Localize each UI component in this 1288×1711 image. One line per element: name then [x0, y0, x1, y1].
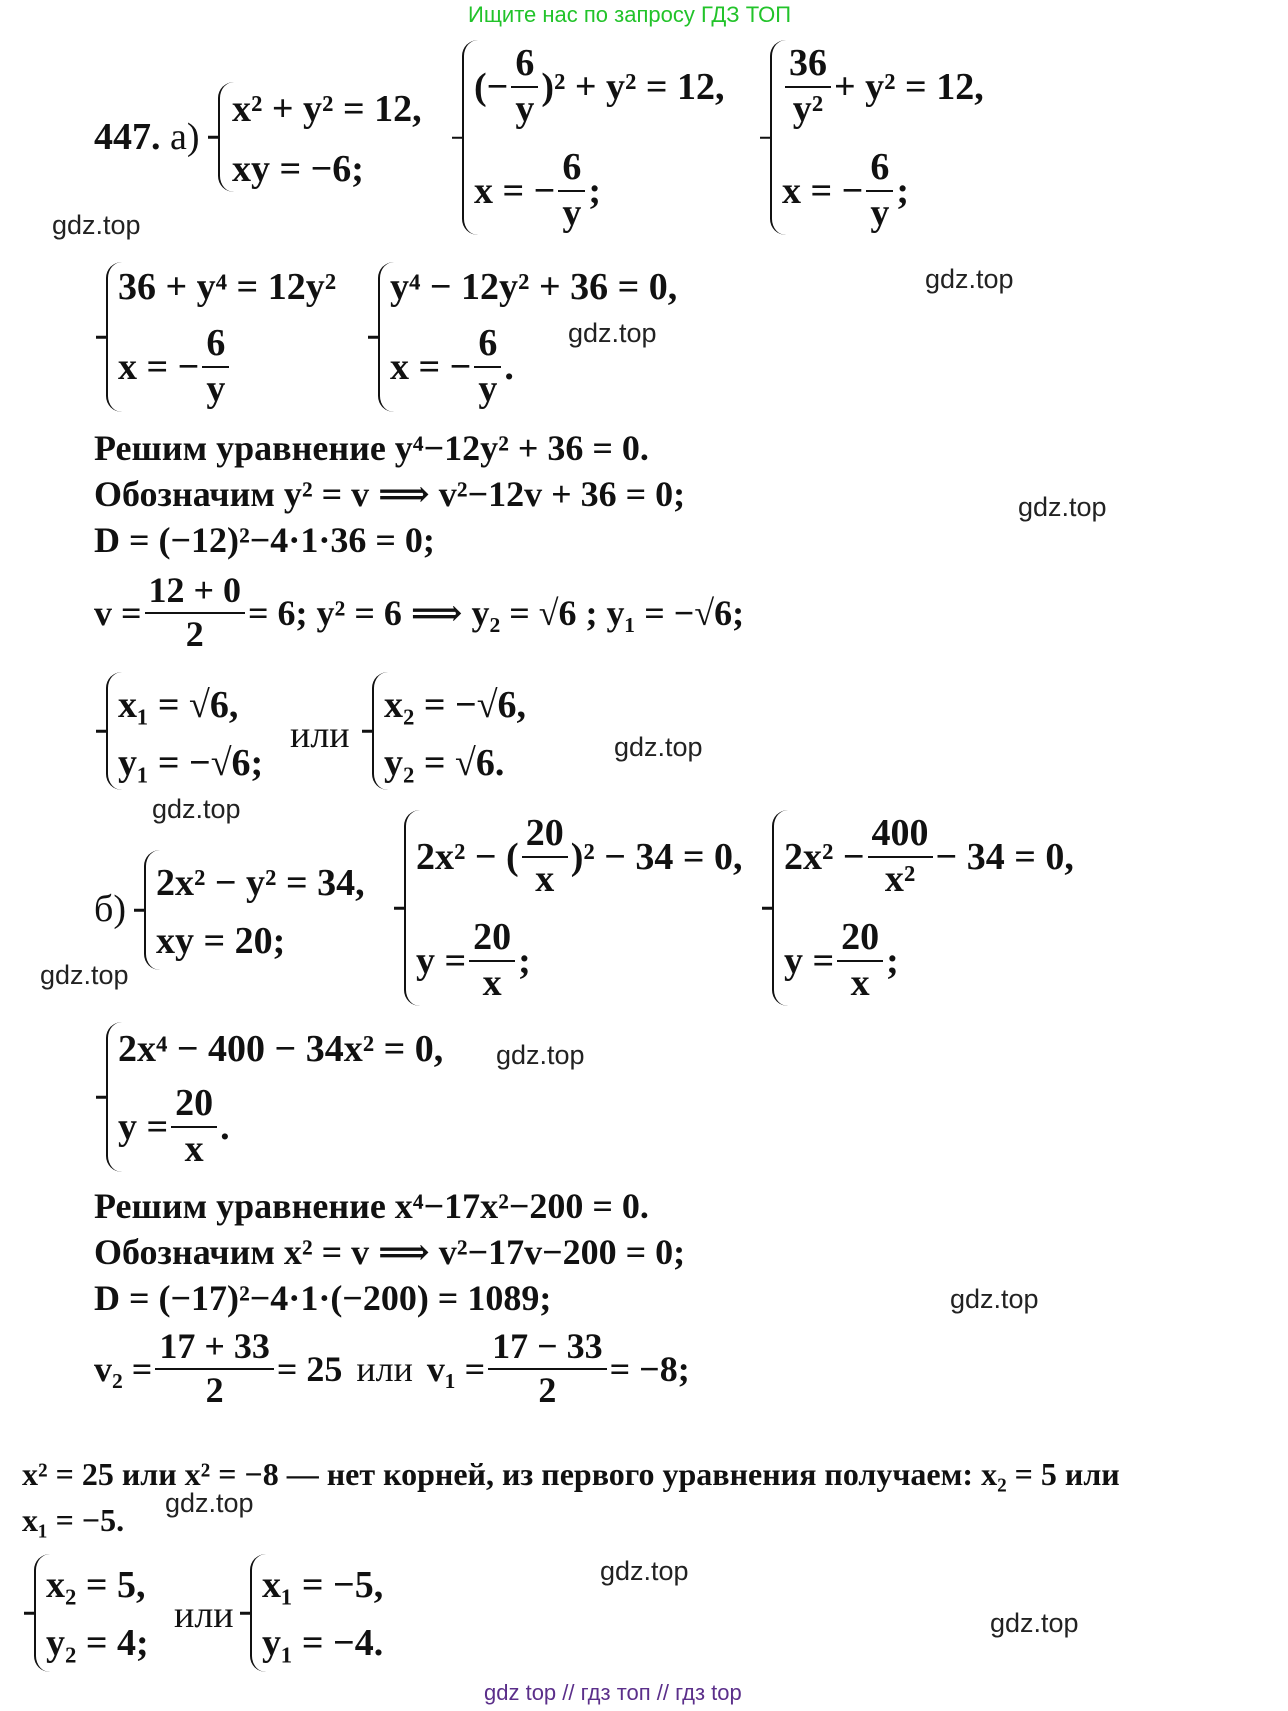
answer-equation: y₂ = √6.	[384, 742, 505, 784]
watermark: gdz.top	[152, 794, 241, 824]
fraction: $\frac{6}{y}$	[866, 148, 893, 234]
solution-line: x₁ = −5.	[22, 1502, 125, 1538]
header-watermark: Ищите нас по запросу ГДЗ ТОП	[468, 2, 792, 27]
equation: y = $\frac{20}{x}$ .	[118, 1082, 230, 1170]
solution-line: Обозначим x² = v ⟹ v²−17v−200 = 0;	[94, 1232, 686, 1272]
watermark: gdz.top	[1018, 492, 1107, 522]
equation: xy = −6;	[232, 148, 364, 190]
answer-equation: y₁ = −4.	[262, 1622, 384, 1664]
fraction: $\frac{400}{\text{x²}}$	[868, 814, 933, 900]
watermark: gdz.top	[496, 1040, 585, 1070]
equation: x = − $\frac{6}{y}$ ;	[474, 146, 601, 234]
equation: y = $\frac{20}{x}$ ;	[784, 916, 899, 1004]
fraction: $\frac{6}{y}$	[202, 324, 229, 410]
equation: 2x² − ( $\frac{20}{x}$ )² − 34 = 0,	[416, 812, 743, 900]
equation: y = $\frac{20}{x}$ ;	[416, 916, 531, 1004]
answer-equation: x₁ = √6,	[118, 684, 239, 726]
watermark: gdz.top	[52, 210, 141, 240]
equation: x = − $\frac{6}{y}$ ;	[782, 146, 909, 234]
answer-equation: y₂ = 4;	[46, 1622, 149, 1664]
fraction: $\frac{20}{x}$	[171, 1084, 217, 1170]
equation: 2x² − $\frac{400}{\text{x²}}$ − 34 = 0,	[784, 812, 1074, 900]
fraction: $\frac{6}{y}$	[474, 324, 501, 410]
fraction: $\frac{17 - 33}{2}$	[488, 1328, 607, 1410]
problem-number: 447. а)	[94, 116, 200, 158]
fraction: $\frac{20}{x}$	[522, 814, 568, 900]
watermark: gdz.top	[568, 318, 657, 348]
equation: x = − $\frac{6}{y}$	[118, 324, 232, 410]
equation: 2x² − y² = 34,	[156, 862, 365, 904]
fraction: $\frac{36}{\text{y²}}$	[785, 44, 831, 130]
or-word: или	[290, 714, 350, 756]
equation: 2x⁴ − 400 − 34x² = 0,	[118, 1028, 444, 1070]
watermark: gdz.top	[165, 1488, 254, 1518]
solution-line: Обозначим y² = v ⟹ v²−12v + 36 = 0;	[94, 474, 686, 514]
equation: y⁴ − 12y² + 36 = 0,	[390, 266, 678, 308]
or-word: или	[174, 1594, 234, 1636]
answer-equation: x₂ = −√6,	[384, 684, 527, 726]
solution-line: Решим уравнение y⁴−12y² + 36 = 0.	[94, 428, 649, 468]
watermark: gdz.top	[614, 732, 703, 762]
fraction: $\frac{6}{y}$	[511, 44, 538, 130]
watermark: gdz.top	[40, 960, 129, 990]
footer-watermark: gdz top // гдз топ // гдз top	[484, 1680, 742, 1705]
equation: (− $\frac{6}{y}$ )² + y² = 12,	[474, 42, 725, 130]
solution-line: v = $\frac{12 + 0}{2}$ = 6; y² = 6 ⟹ y₂ = √6 ; y₁ = −√6;	[94, 570, 745, 654]
fraction: $\frac{20}{x}$	[837, 918, 883, 1004]
fraction: $\frac{12 + 0}{2}$	[145, 572, 246, 654]
answer-equation: y₁ = −√6;	[118, 742, 264, 784]
fraction: $\frac{17 + 33}{2}$	[155, 1328, 274, 1410]
answer-equation: x₁ = −5,	[262, 1564, 384, 1606]
equation: x² + y² = 12,	[232, 88, 422, 130]
part-label: б)	[94, 888, 126, 930]
watermark: gdz.top	[925, 264, 1014, 294]
equation: $\frac{36}{\text{y²}}$ + y² = 12,	[782, 44, 984, 130]
equation: x = − $\frac{6}{y}$ .	[390, 322, 514, 410]
fraction: $\frac{6}{y}$	[558, 148, 585, 234]
solution-line: D = (−17)²−4·1·(−200) = 1089;	[94, 1278, 552, 1318]
watermark: gdz.top	[950, 1284, 1039, 1314]
solution-line: Решим уравнение x⁴−17x²−200 = 0.	[94, 1186, 649, 1226]
equation: 36 + y⁴ = 12y²	[118, 266, 337, 308]
watermark: gdz.top	[990, 1608, 1079, 1638]
watermark: gdz.top	[600, 1556, 689, 1586]
equation: xy = 20;	[156, 920, 286, 962]
answer-equation: x₂ = 5,	[46, 1564, 146, 1606]
solution-line: x² = 25 или x² = −8 — нет корней, из первого уравнения получаем: x₂ = 5 или	[22, 1456, 1120, 1492]
solution-line: D = (−12)²−4·1·36 = 0;	[94, 520, 435, 560]
fraction: $\frac{20}{x}$	[469, 918, 515, 1004]
solution-line: v₂ = $\frac{17 + 33}{2}$ = 25 или v₁ = $\frac{17 - 33}{2}$ = −8;	[94, 1326, 690, 1410]
